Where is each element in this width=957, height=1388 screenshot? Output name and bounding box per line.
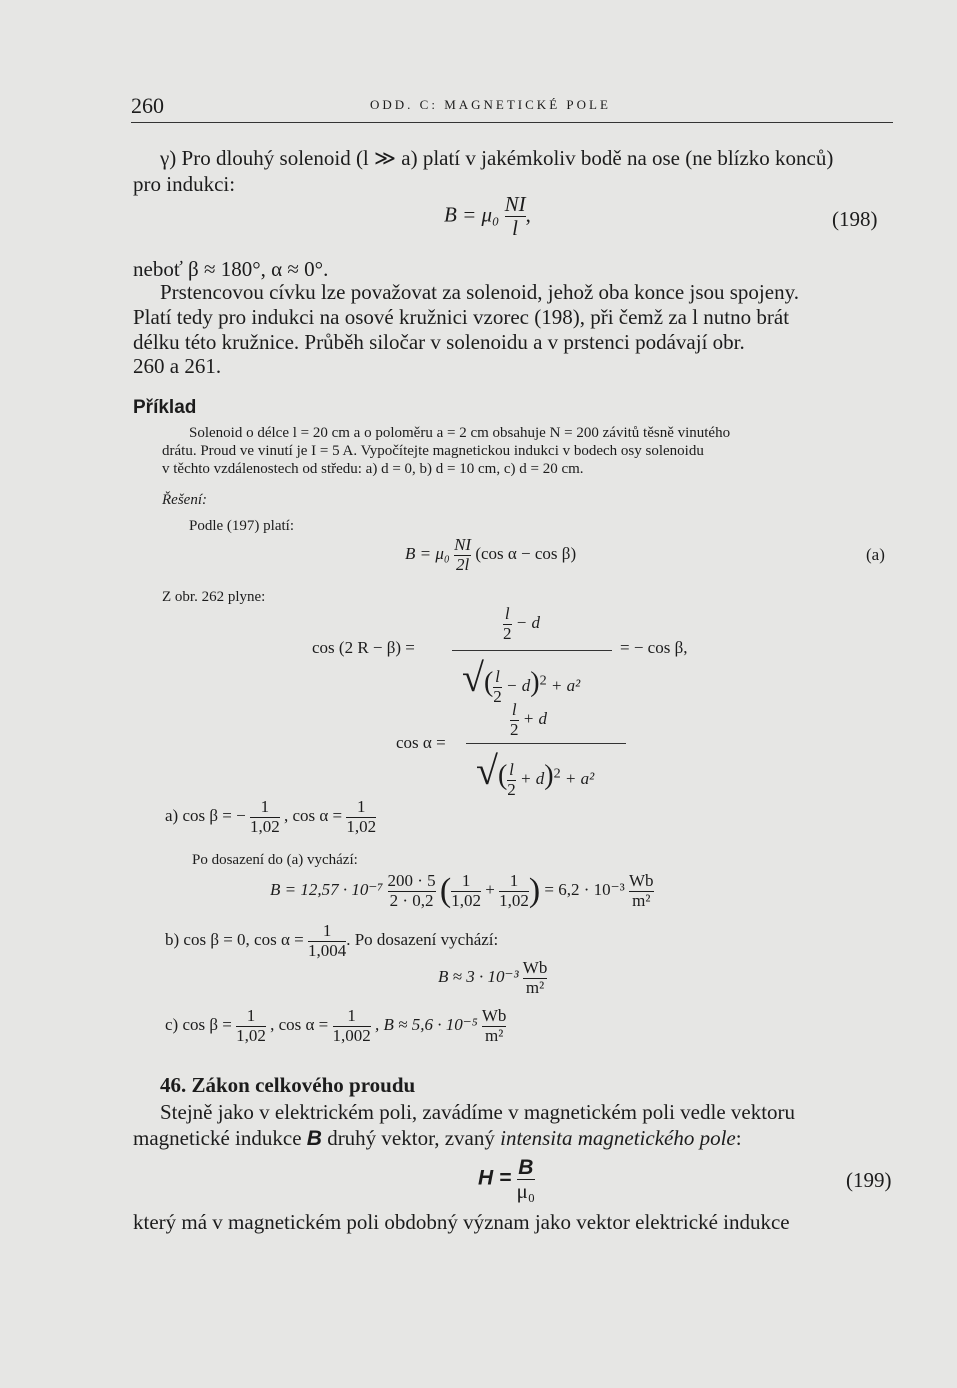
cos1-lhs: cos (2 R − β) = xyxy=(312,638,415,657)
eq199-lhs: H = xyxy=(478,1166,512,1190)
from-197: Podle (197) platí: xyxy=(189,518,294,534)
section-46-heading: 46. Zákon celkového proudu xyxy=(160,1073,416,1097)
result-b-value: B ≈ 3 · 10⁻³ xyxy=(438,967,519,987)
result-a-lhs: B = 12,57 · 10⁻⁷ xyxy=(270,880,384,900)
eq199-den: μ₀ xyxy=(516,1179,536,1204)
result-a-den: 2 · 0,2 xyxy=(388,891,436,911)
cos1-rhs: = − cos β, xyxy=(620,638,688,657)
cos2-num-l: l xyxy=(511,700,517,719)
section-46-last-line: který má v magnetickém poli obdobný význam jako vektor elektrické indukce xyxy=(133,1210,790,1234)
cos1-denominator: √( $\frac{l}{2}$ − d)$^2$ + a² xyxy=(462,655,581,706)
case-a-num2: 1 xyxy=(356,797,366,816)
case-c-prefix: c) cos β = xyxy=(165,1015,232,1035)
equation-a xyxy=(405,536,576,574)
case-a-num: 1 xyxy=(260,797,270,816)
example-heading: Příklad xyxy=(133,397,197,418)
running-title: ODD. C: MAGNETICKÉ POLE xyxy=(370,97,611,112)
section-46-line-1: Stejně jako v elektrickém poli, zavádíme v magnetickém poli vedle vektoru xyxy=(160,1100,796,1124)
eqa-num: NI xyxy=(454,535,472,554)
case-c-result: , B ≈ 5,6 · 10⁻⁵ xyxy=(375,1015,478,1035)
eq198-den: l xyxy=(505,216,526,240)
case-c xyxy=(165,1007,506,1045)
equation-199-number: (199) xyxy=(846,1168,892,1192)
solution-label: Řešení: xyxy=(162,492,207,508)
substitution-a: Po dosazení do (a) vychází: xyxy=(192,852,358,868)
cos1-num-rest: − d xyxy=(515,613,540,633)
case-a xyxy=(165,798,376,836)
result-a: B = 12,57 · 10⁻⁷ $\frac{200 \cdot 5}{2 \cdot 0,2}$ ( $\frac{1}{1,02}$ + $\frac{1}{1,02}$ ) = 6,2 · 10⁻³ $\frac{Wb}{\text{m²}}$ xyxy=(270,871,654,910)
cos2-den-tail: + a² xyxy=(564,769,595,788)
result-a-plus: + xyxy=(485,880,495,900)
vector-b: B xyxy=(306,1127,322,1150)
cos1-den-inner: − d xyxy=(506,676,531,695)
case-a-den: 1,02 xyxy=(249,816,280,836)
line2-c: druhý vektor, zvaný xyxy=(321,1126,501,1150)
paragraph-1-line-4: 260 a 261. xyxy=(133,354,222,378)
result-a-p2den: 1,02 xyxy=(499,890,529,910)
equation-a-tag: (a) xyxy=(866,545,885,564)
cos1-num-2: 2 xyxy=(503,623,512,643)
cos2-num-2: 2 xyxy=(510,719,519,739)
cos1-fraction-bar xyxy=(452,650,612,651)
case-b-den: 1,004 xyxy=(307,940,347,960)
eqa-rest: (cos α − cos β) xyxy=(475,544,577,564)
case-b-prefix: b) cos β = 0, cos α = xyxy=(165,930,304,950)
case-a-den2: 1,02 xyxy=(346,816,377,836)
cos2-den-inner: + d xyxy=(520,769,545,788)
from-figure: Z obr. 262 plyne: xyxy=(162,589,266,605)
eqa-fraction xyxy=(454,536,471,574)
case-c-num: 1 xyxy=(246,1006,256,1025)
example-line-2: drátu. Proud ve vinutí je I = 5 A. Vypočítejte magnetickou indukci v bodech osy solenoidu xyxy=(162,443,704,459)
cos2-numerator xyxy=(510,701,547,739)
equation-198-number: (198) xyxy=(832,207,878,231)
sqrt-icon: √ xyxy=(462,655,484,700)
equation-199 xyxy=(478,1156,535,1203)
paragraph-1-line-2: Platí tedy pro indukci na osové kružnici vzorec (198), při čemž za l nutno brát xyxy=(133,305,790,329)
after-198: neboť β ≈ 180°, α ≈ 0°. xyxy=(133,257,329,281)
cos1-den-tail: + a² xyxy=(550,676,581,695)
result-a-p2num: 1 xyxy=(509,871,519,890)
case-a-prefix: a) cos β = − xyxy=(165,806,246,826)
case-c-den: 1,02 xyxy=(236,1025,266,1045)
unit-num: Wb xyxy=(522,958,548,977)
case-b xyxy=(165,922,498,960)
unit-num: Wb xyxy=(629,871,654,890)
eqa-den: 2l xyxy=(455,554,470,574)
result-a-num: 200 · 5 xyxy=(387,871,436,890)
case-b-num: 1 xyxy=(322,921,332,940)
result-a-p1den: 1,02 xyxy=(451,890,481,910)
unit-den: m² xyxy=(629,891,654,911)
result-a-p1num: 1 xyxy=(461,871,471,890)
case-c-num2: 1 xyxy=(347,1006,356,1025)
case-a-mid: , cos α = xyxy=(283,806,343,826)
cos2-lhs: cos α = xyxy=(396,733,446,752)
result-b xyxy=(438,959,547,997)
result-a-eq: = 6,2 · 10⁻³ xyxy=(544,880,625,900)
line2-e: : xyxy=(735,1126,742,1150)
sqrt-icon: √ xyxy=(476,748,498,793)
intro-line-2: pro indukci: xyxy=(133,172,236,196)
eq198-fraction xyxy=(505,193,526,240)
paragraph-1-line-1: Prstencovou cívku lze považovat za solenoid, jehož oba konce jsou spojeny. xyxy=(160,280,799,304)
eq198-num: NI xyxy=(504,192,526,216)
line2-term: intensita magnetického pole xyxy=(500,1126,736,1150)
unit-den: m² xyxy=(523,978,548,998)
page-number: 260 xyxy=(131,93,164,118)
example-line-1: Solenoid o délce l = 20 cm a o poloměru a = 2 cm obsahuje N = 200 závitů těsně vinutého xyxy=(189,425,731,441)
example-line-3: v těchto vzdálenostech od středu: a) d = 0, b) d = 10 cm, c) d = 20 cm. xyxy=(162,461,584,477)
cos2-den-l: l xyxy=(509,759,514,779)
cos1-den-2: 2 xyxy=(493,686,502,706)
eqa-lhs: B = μ₀ xyxy=(405,544,450,564)
unit-den: m² xyxy=(482,1026,507,1046)
cos1-numerator xyxy=(503,605,540,643)
cos2-fraction-bar xyxy=(466,743,626,744)
paragraph-1-line-3: délku této kružnice. Průběh siločar v solenoidu a v prstenci podávají obr. xyxy=(133,330,745,354)
cos1-den-l: l xyxy=(495,666,500,686)
section-46-line-2 xyxy=(133,1125,742,1152)
eq199-num: B xyxy=(518,1156,534,1179)
cos1-num-l: l xyxy=(504,604,510,623)
cos2-denominator: √( $\frac{l}{2}$ + d)$^2$ + a² xyxy=(476,748,595,799)
case-c-mid: , cos α = xyxy=(270,1015,329,1035)
cos2-den-2: 2 xyxy=(507,779,516,799)
cos2-num-rest: + d xyxy=(522,709,547,729)
line2-a: magnetické indukce xyxy=(133,1126,307,1150)
unit-num: Wb xyxy=(481,1006,507,1025)
eq198-lhs: B = μ₀ xyxy=(444,202,500,227)
case-c-den2: 1,002 xyxy=(332,1025,371,1045)
header-rule xyxy=(131,122,893,123)
eq198-tail: , xyxy=(525,202,531,227)
intro-line-1: γ) Pro dlouhý solenoid (l ≫ a) platí v jakémkoliv bodě na ose (ne blízko konců) xyxy=(160,146,834,170)
equation-198 xyxy=(444,193,531,240)
case-b-suffix: . Po dosazení vychází: xyxy=(346,930,499,950)
